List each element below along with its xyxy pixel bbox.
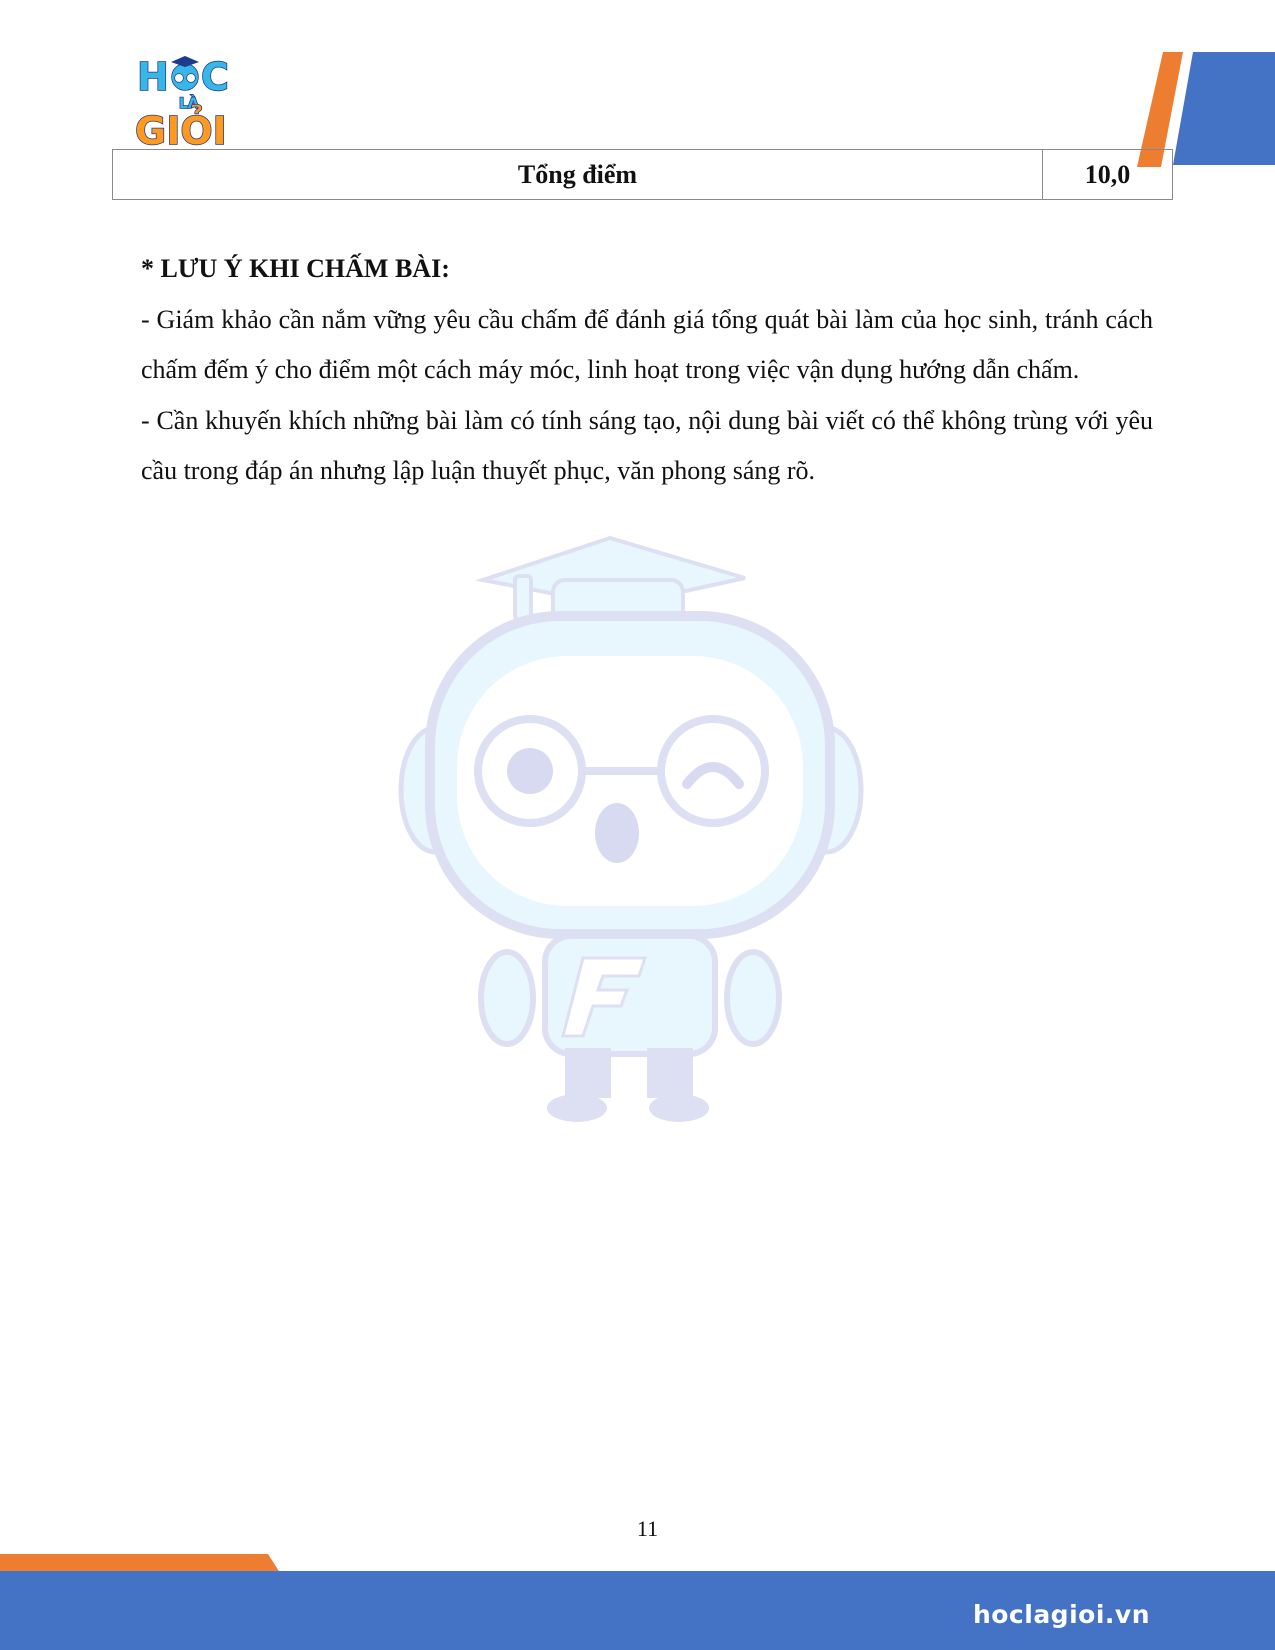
notes-heading: * LƯU Ý KHI CHẤM BÀI: bbox=[141, 254, 450, 283]
note-paragraph: - Giám khảo cần nắm vững yêu cầu chấm để đánh giá tổng quát bài làm của học sinh, tránh cách chấm đếm ý cho điểm một cách máy móc, linh hoạt trong việc vận dụng hướng dẫn chấm. bbox=[141, 304, 1153, 384]
table-row bbox=[113, 150, 1173, 200]
svg-text:C: C bbox=[201, 55, 229, 99]
mascot-watermark-icon bbox=[395, 528, 875, 1128]
site-name[interactable]: hoclagioi.vn bbox=[972, 1600, 1150, 1629]
page-number: 11 bbox=[636, 1516, 659, 1541]
total-score-label: Tổng điểm bbox=[113, 150, 1043, 200]
score-table bbox=[112, 149, 1173, 200]
grading-notes bbox=[141, 244, 1153, 497]
note-paragraph: - Cần khuyến khích những bài làm có tính sáng tạo, nội dung bài viết có thể không trùng với yêu cầu trong đáp án nhưng lập luận thuyết phục, văn phong sáng rõ. bbox=[141, 405, 1153, 485]
total-score-value: 10,0 bbox=[1043, 150, 1173, 200]
hoclagioi-logo bbox=[135, 48, 255, 148]
svg-text:GIỎI: GIỎI bbox=[135, 109, 227, 148]
svg-text:LÀ: LÀ bbox=[179, 96, 199, 112]
svg-text:H: H bbox=[137, 55, 169, 99]
